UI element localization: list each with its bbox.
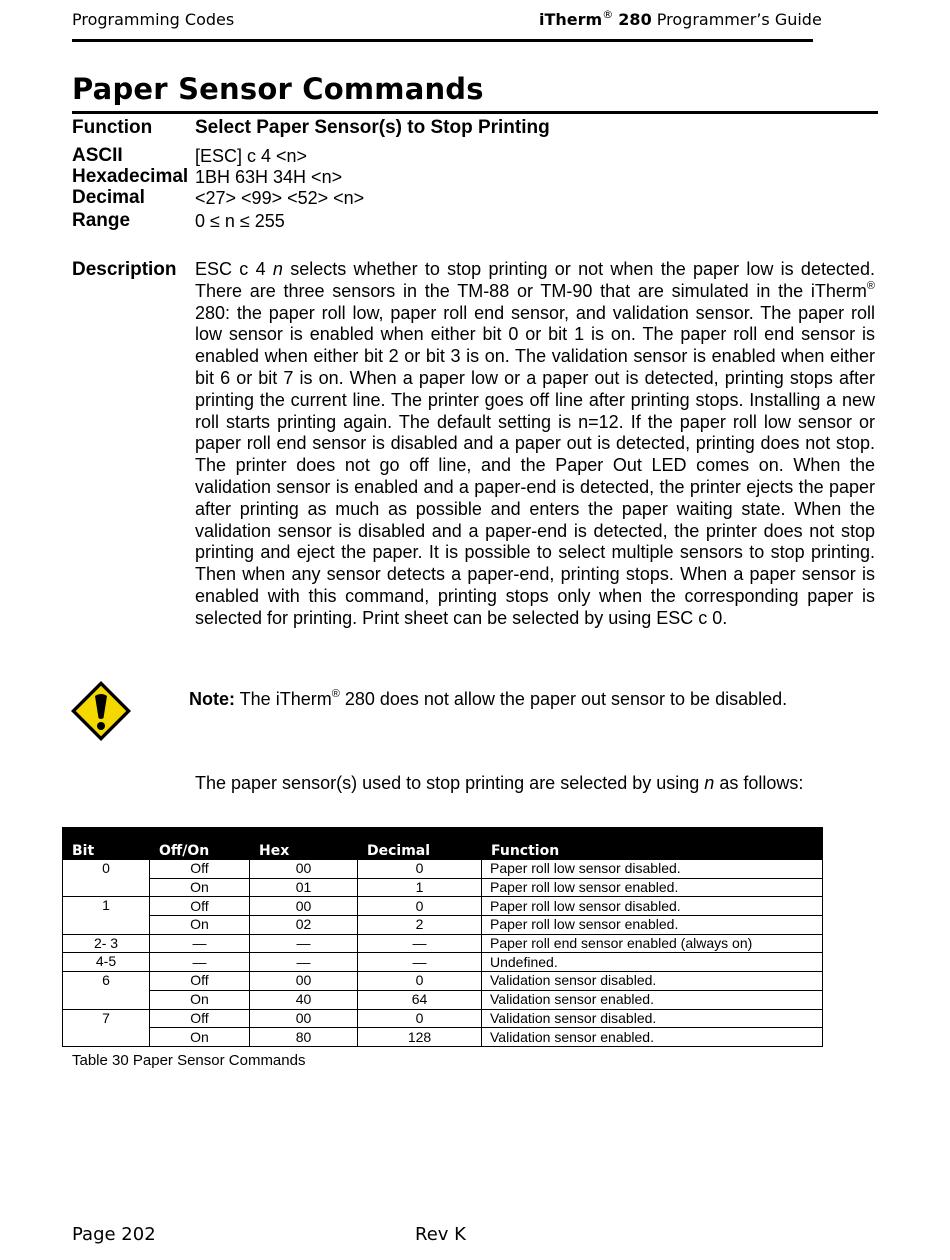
cell-state: On (150, 878, 250, 897)
paper-sensor-table (62, 827, 823, 1047)
footer-revision: Rev K (415, 1224, 466, 1245)
header-guide: Programmer’s Guide (656, 10, 822, 29)
decimal-value: <27> <99> <52> <n> (195, 188, 365, 208)
cell-function: Paper roll low sensor disabled. (482, 897, 823, 916)
table-row (63, 953, 823, 972)
cell-state: — (150, 934, 250, 953)
table-row (63, 1009, 823, 1028)
description-label: Description (72, 259, 177, 280)
cell-bit: 1 (63, 897, 150, 934)
cell-bit: 2- 3 (63, 934, 150, 953)
cell-decimal: 64 (358, 990, 482, 1009)
cell-state: Off (150, 972, 250, 991)
table-row (63, 972, 823, 991)
cell-function: Validation sensor enabled. (482, 1028, 823, 1047)
note-part1: The iTherm (235, 689, 332, 709)
cell-hex: 00 (250, 897, 358, 916)
cell-decimal: — (358, 953, 482, 972)
cell-state: — (150, 953, 250, 972)
cell-hex: 00 (250, 860, 358, 879)
cell-function: Undefined. (482, 953, 823, 972)
header-off-on: Off/On (150, 828, 250, 860)
cell-state: On (150, 1028, 250, 1047)
cell-function: Paper roll end sensor enabled (always on) (482, 934, 823, 953)
table-row (63, 897, 823, 916)
cell-state: On (150, 990, 250, 1009)
table-row (63, 990, 823, 1009)
header-product (539, 7, 822, 29)
cell-bit: 7 (63, 1009, 150, 1046)
header-product-model: 280 (618, 10, 652, 29)
header-section: Programming Codes (72, 10, 235, 29)
cell-hex: — (250, 953, 358, 972)
cell-hex: 02 (250, 916, 358, 935)
cell-decimal: 0 (358, 897, 482, 916)
cell-hex: 00 (250, 972, 358, 991)
header-product-name: iTherm (539, 10, 603, 29)
decimal-label: Decimal (72, 187, 145, 208)
note-label: Note: (189, 689, 235, 709)
cell-state: Off (150, 1009, 250, 1028)
table-row (63, 1028, 823, 1047)
header-registered-mark: ® (602, 7, 614, 21)
table-row (63, 860, 823, 879)
hexadecimal-label: Hexadecimal (72, 166, 189, 187)
cell-bit: 6 (63, 972, 150, 1009)
note-text (189, 688, 789, 710)
cell-function: Paper roll low sensor enabled. (482, 916, 823, 935)
cell-state: Off (150, 897, 250, 916)
table-row (63, 878, 823, 897)
description-command: ESC c 4 (195, 259, 266, 279)
table-row (63, 934, 823, 953)
cell-decimal: — (358, 934, 482, 953)
cell-decimal: 128 (358, 1028, 482, 1047)
description-part2: 280: the paper roll low, paper roll end sensor, and validation sensor. The paper roll low sensor is enabled when either bit 0 or bit 1 is on. The paper roll end sensor is enabled when either bit 2 or bit 3 is on. The validation sensor is enabled when either bit 6 or bit 7 is on. When a paper low or a paper out is detected, printing stops after printing the current line. The printer goes off line after printing stops. Installing a new roll starts printing again. The default setting is n=12. If the paper roll low sensor or paper roll end sensor is disabled and a paper out is detected, printing does not stop. The printer does not go off line, and the Paper Out LED comes on. When the validation sensor is enabled and a paper-end is detected, the printer ejects the paper after printing as much as possible and enters the paper waiting state. When the validation sensor is disabled and a paper-end is detected, the printer does not stop printing and eject the paper. It is possible to select multiple sensors to stop printing. Then when any sensor detects a paper-end, printing stops. When a paper sensor is enabled with this command, printing stops only when the corresponding paper is selected for printing. Print sheet can be selected by using ESC c 0. (195, 302, 875, 628)
cell-function: Validation sensor enabled. (482, 990, 823, 1009)
description-text (195, 259, 875, 630)
ascii-value: [ESC] c 4 <n> (195, 146, 308, 166)
intro-part1: The paper sensor(s) used to stop printing are selected by using (195, 773, 705, 793)
footer-page-number: Page 202 (72, 1224, 156, 1245)
table-intro (195, 773, 803, 794)
table-row (63, 916, 823, 935)
description-part1: selects whether to stop printing or not when the paper low is detected. There are three sensors in the TM-88 or TM-90 that are simulated in the iTherm (195, 259, 875, 301)
note-part2: 280 does not allow the paper out sensor to be disabled. (339, 689, 788, 709)
table-caption: Table 30 Paper Sensor Commands (72, 1052, 306, 1069)
cell-decimal: 0 (358, 1009, 482, 1028)
cell-function: Paper roll low sensor enabled. (482, 878, 823, 897)
header-function: Function (482, 828, 823, 860)
table-header-row (63, 828, 823, 860)
range-label: Range (72, 210, 131, 231)
cell-hex: — (250, 934, 358, 953)
hexadecimal-value: 1BH 63H 34H <n> (195, 167, 343, 187)
warning-diamond-icon (70, 680, 132, 742)
cell-bit: 0 (63, 860, 150, 897)
cell-decimal: 0 (358, 972, 482, 991)
intro-parameter: n (704, 773, 715, 793)
cell-state: On (150, 916, 250, 935)
range-value: 0 ≤ n ≤ 255 (195, 211, 285, 231)
page-title: Paper Sensor Commands (72, 72, 484, 106)
cell-hex: 80 (250, 1028, 358, 1047)
header-decimal: Decimal (358, 828, 482, 860)
description-parameter: n (272, 259, 283, 279)
function-label: Function (72, 117, 153, 138)
cell-decimal: 1 (358, 878, 482, 897)
header-rule (72, 39, 813, 42)
note-registered-mark: ® (331, 688, 340, 700)
cell-decimal: 2 (358, 916, 482, 935)
header-hex: Hex (250, 828, 358, 860)
title-rule (72, 111, 878, 114)
cell-decimal: 0 (358, 860, 482, 879)
cell-function: Paper roll low sensor disabled. (482, 860, 823, 879)
cell-hex: 40 (250, 990, 358, 1009)
header-bit: Bit (63, 828, 150, 860)
cell-hex: 00 (250, 1009, 358, 1028)
cell-bit: 4-5 (63, 953, 150, 972)
cell-function: Validation sensor disabled. (482, 972, 823, 991)
cell-hex: 01 (250, 878, 358, 897)
function-value: Select Paper Sensor(s) to Stop Printing (195, 117, 550, 138)
description-registered-mark: ® (866, 279, 875, 292)
cell-state: Off (150, 860, 250, 879)
ascii-label: ASCII (72, 145, 123, 166)
intro-part2: as follows: (714, 773, 804, 793)
cell-function: Validation sensor disabled. (482, 1009, 823, 1028)
